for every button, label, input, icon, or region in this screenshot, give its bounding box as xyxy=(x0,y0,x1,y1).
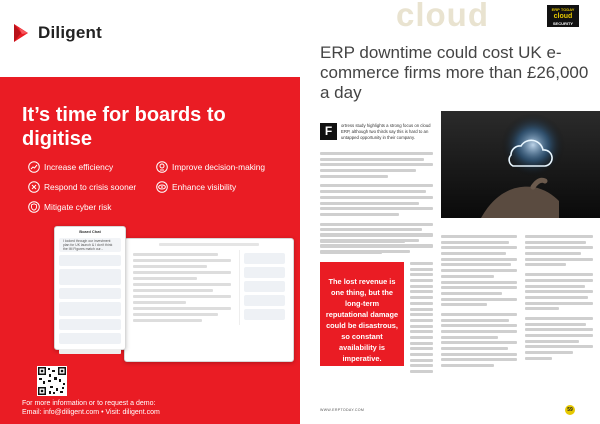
chat-message: I looked through our investment plan for UK launch & I don't think the IM Figures match our... xyxy=(59,238,121,252)
badge-line-2: cloud xyxy=(553,13,573,20)
qr-code xyxy=(37,366,67,396)
article-column-3-text xyxy=(525,235,593,362)
publication-badge xyxy=(547,5,579,27)
article-intro: ortress study highlights a strong focus on cloud ERP, although two thirds say this is hard to an untapped opportunity in their company. xyxy=(341,123,431,140)
page-number: 59 xyxy=(565,405,575,415)
feature-label: Mitigate cyber risk xyxy=(44,202,112,212)
feature-respond-to-crisis xyxy=(28,181,136,193)
board-chat-screen xyxy=(54,226,126,350)
feature-label: Enhance visibility xyxy=(172,182,237,192)
visibility-icon xyxy=(156,181,168,193)
feature-mitigate-cyber-risk xyxy=(28,201,111,213)
crisis-icon xyxy=(28,181,40,193)
article-column-1c-text xyxy=(410,262,433,376)
decision-icon xyxy=(156,161,168,173)
feature-label: Respond to crisis sooner xyxy=(44,182,137,192)
article-page xyxy=(300,0,600,424)
footer-contact[interactable]: Email: info@diligent.com • Visit: diligent.com xyxy=(22,409,160,416)
pull-quote: The lost revenue is one thing, but the long-term reputational damage could be disastrous, so constant availability is imperative. xyxy=(320,262,404,366)
efficiency-icon xyxy=(28,161,40,173)
app-screenshots xyxy=(54,226,296,366)
feature-improve-decision-making xyxy=(156,161,265,173)
badge-line-3: SECURITY xyxy=(552,21,574,26)
brand-name: Diligent xyxy=(38,23,102,42)
cloud-hand-image xyxy=(441,111,600,218)
badge-line-1: ERP TODAY xyxy=(551,7,575,12)
feature-increase-efficiency xyxy=(28,161,113,173)
diligent-logo xyxy=(10,22,102,44)
article-column-2-text xyxy=(441,235,517,370)
feature-label: Increase efficiency xyxy=(44,162,114,172)
article-column-1b-text xyxy=(320,233,433,256)
article-title: ERP downtime could cost UK e-commerce firms more than £26,000 a day xyxy=(320,43,589,102)
board-directors-meeting-screen xyxy=(124,238,294,362)
advert-headline: It’s time for boards to digitise xyxy=(22,104,226,150)
website-url[interactable]: WWW.ERPTODAY.COM xyxy=(320,408,365,412)
diligent-logo-icon xyxy=(10,22,32,44)
feature-enhance-visibility xyxy=(156,181,236,193)
chat-title: Board Chat xyxy=(79,229,101,234)
shield-icon xyxy=(28,201,40,213)
section-masthead: cloud xyxy=(396,0,489,33)
advert-footer xyxy=(22,399,160,417)
footer-cta: For more information or to request a demo: xyxy=(22,400,156,407)
drop-cap: F xyxy=(320,123,337,140)
feature-label: Improve decision-making xyxy=(172,162,266,172)
